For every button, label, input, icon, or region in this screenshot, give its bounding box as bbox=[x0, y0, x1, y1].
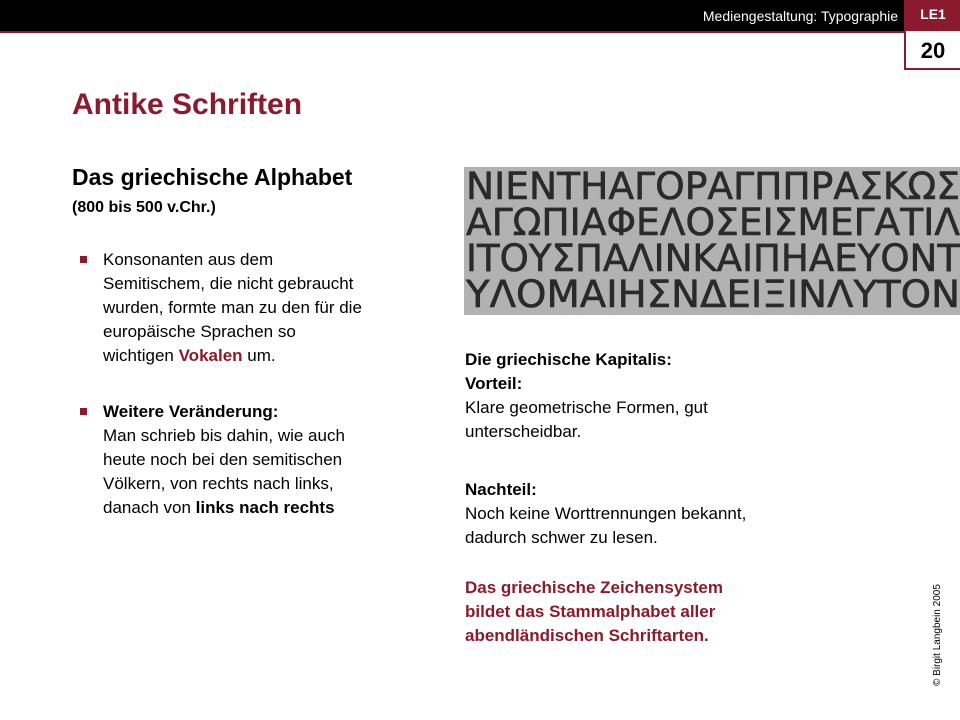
inscription-line: ΥΛΟΜΑΙΗΣΝΔΕΙΞΙΝΛΥΤΟΝ bbox=[464, 273, 960, 315]
bullet-square-icon bbox=[80, 256, 87, 263]
summary-line: Das griechische Zeichensystem bbox=[465, 578, 723, 597]
inscription-line: ΑΓΩΠΙΑΦΕΛΟΣΕΙΣΜΕΓΑΤΙΛ bbox=[466, 201, 960, 244]
summary-line: abendländischen Schriftarten. bbox=[465, 626, 709, 645]
bullet-square-icon bbox=[80, 408, 87, 415]
copyright-note: © Birgit Langbein 2005 bbox=[932, 584, 943, 686]
greek-inscription-image bbox=[464, 167, 960, 315]
bullet-line: heute noch bei den semitischen bbox=[103, 450, 343, 469]
kapitalis-description bbox=[465, 348, 845, 444]
bullet-line: wurden, formte man zu den für die bbox=[103, 298, 362, 317]
bullet-line bbox=[103, 496, 443, 520]
page-number: 20 bbox=[920, 38, 946, 63]
inscription-line: ΝΙΕΝΤΗΑΓΟΡΑΓΠΠΡΑΣΚΩΣ bbox=[466, 167, 960, 208]
disadvantage-text: Noch keine Worttrennungen bekannt, bbox=[465, 504, 747, 523]
slide-title: Antike Schriften bbox=[72, 88, 303, 121]
header-rule bbox=[0, 31, 960, 33]
kapitalis-heading: Die griechische Kapitalis: bbox=[465, 350, 672, 369]
disadvantage-label: Nachteil: bbox=[465, 480, 537, 499]
date-range: (800 bis 500 v.Chr.) bbox=[72, 199, 216, 216]
advantage-text: unterscheidbar. bbox=[465, 422, 582, 441]
bullet-line: Völkern, von rechts nach links, bbox=[103, 474, 334, 493]
inscription-line: ΙΤΟΥΣΠΑΛΙΝΚΑΙΠΗΑΕΥΟΝΤ bbox=[466, 237, 960, 280]
course-title: Mediengestaltung: Typographie bbox=[702, 8, 898, 24]
summary-block bbox=[465, 576, 845, 648]
advantage-text: Klare geometrische Formen, gut bbox=[465, 398, 708, 417]
bullet-line: Semitischem, die nicht gebraucht bbox=[103, 274, 354, 293]
inscription-svg bbox=[464, 167, 960, 315]
summary-line: bildet das Stammalphabet aller bbox=[465, 602, 716, 621]
text-run: danach von bbox=[103, 498, 196, 517]
text-run: um. bbox=[242, 346, 276, 365]
bullet-text bbox=[103, 248, 443, 368]
bullet-heading: Weitere Veränderung: bbox=[103, 402, 279, 421]
disadvantage-text: dadurch schwer zu lesen. bbox=[465, 528, 658, 547]
header-bar bbox=[0, 0, 960, 31]
bullet-line: Man schrieb bis dahin, wie auch bbox=[103, 426, 345, 445]
section-heading: Das griechische Alphabet bbox=[72, 164, 353, 190]
bullet-line: Konsonanten aus dem bbox=[103, 250, 274, 269]
bullet-line: europäische Sprachen so bbox=[103, 322, 296, 341]
advantage-label: Vorteil: bbox=[465, 374, 523, 393]
disadvantage-block bbox=[465, 478, 845, 550]
bullet-line bbox=[103, 344, 443, 368]
highlight-vokalen: Vokalen bbox=[178, 346, 243, 365]
unit-label: LE1 bbox=[920, 6, 946, 22]
unit-box bbox=[904, 0, 960, 70]
highlight-direction: links nach rechts bbox=[195, 498, 335, 517]
text-run: wichtigen bbox=[103, 346, 179, 365]
bullet-text bbox=[103, 400, 443, 520]
